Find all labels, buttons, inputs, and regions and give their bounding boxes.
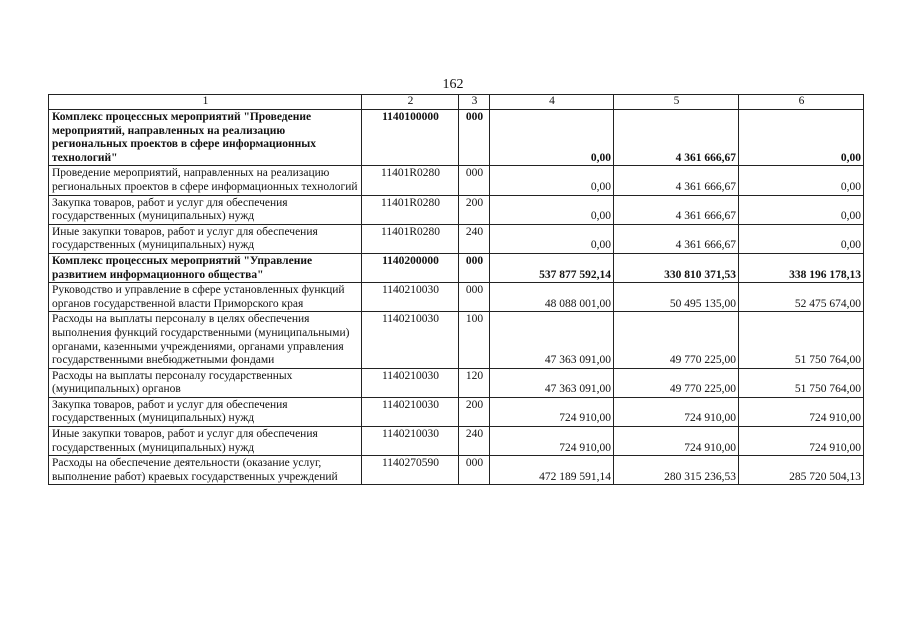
- row-name-cell: Закупка товаров, работ и услуг для обеспечения государственных (муниципальных) нужд: [49, 397, 362, 426]
- row-amount-2-cell: 4 361 666,67: [614, 195, 739, 224]
- budget-table: [48, 94, 864, 485]
- row-code-cell: 1140200000: [362, 253, 459, 282]
- row-amount-3-cell: 0,00: [739, 110, 864, 166]
- table-row: [49, 224, 864, 253]
- column-header-amount-2: 5: [614, 95, 739, 110]
- row-amount-2-cell: 4 361 666,67: [614, 166, 739, 195]
- row-code-cell: 1140210030: [362, 312, 459, 368]
- page-number: 162: [442, 77, 464, 92]
- row-type-cell: 200: [459, 397, 490, 426]
- row-code-cell: 1140210030: [362, 427, 459, 456]
- column-header-amount-3: 6: [739, 95, 864, 110]
- column-header-name: 1: [49, 95, 362, 110]
- table-row: [49, 397, 864, 426]
- row-amount-3-cell: 52 475 674,00: [739, 283, 864, 312]
- row-code-cell: 11401R0280: [362, 224, 459, 253]
- row-type-cell: 240: [459, 427, 490, 456]
- row-type-cell: 000: [459, 110, 490, 166]
- table-header-row: [49, 95, 864, 110]
- row-type-cell: 100: [459, 312, 490, 368]
- row-amount-1-cell: 47 363 091,00: [490, 368, 614, 397]
- row-name-cell: Проведение мероприятий, направленных на реализацию региональных проектов в сфере информационных технологий: [49, 166, 362, 195]
- table-row: [49, 110, 864, 166]
- row-amount-3-cell: 724 910,00: [739, 427, 864, 456]
- row-code-cell: 1140270590: [362, 456, 459, 485]
- row-amount-3-cell: 0,00: [739, 166, 864, 195]
- row-amount-1-cell: 0,00: [490, 166, 614, 195]
- table-row: [49, 368, 864, 397]
- row-type-cell: 240: [459, 224, 490, 253]
- row-amount-3-cell: 51 750 764,00: [739, 368, 864, 397]
- row-amount-3-cell: 724 910,00: [739, 397, 864, 426]
- row-amount-1-cell: 48 088 001,00: [490, 283, 614, 312]
- row-amount-1-cell: 724 910,00: [490, 397, 614, 426]
- row-amount-3-cell: 0,00: [739, 224, 864, 253]
- row-name-cell: Руководство и управление в сфере установленных функций органов государственной власти Приморского края: [49, 283, 362, 312]
- row-name-cell: Иные закупки товаров, работ и услуг для обеспечения государственных (муниципальных) нужд: [49, 224, 362, 253]
- row-code-cell: 1140210030: [362, 283, 459, 312]
- row-amount-3-cell: 338 196 178,13: [739, 253, 864, 282]
- row-amount-2-cell: 330 810 371,53: [614, 253, 739, 282]
- row-amount-1-cell: 724 910,00: [490, 427, 614, 456]
- row-code-cell: 1140100000: [362, 110, 459, 166]
- row-amount-2-cell: 50 495 135,00: [614, 283, 739, 312]
- row-amount-2-cell: 4 361 666,67: [614, 224, 739, 253]
- row-name-cell: Расходы на выплаты персоналу государственных (муниципальных) органов: [49, 368, 362, 397]
- row-amount-1-cell: 0,00: [490, 110, 614, 166]
- table-row: [49, 253, 864, 282]
- row-name-cell: Комплекс процессных мероприятий "Управление развитием информационного общества": [49, 253, 362, 282]
- row-amount-3-cell: 51 750 764,00: [739, 312, 864, 368]
- row-amount-1-cell: 0,00: [490, 224, 614, 253]
- row-amount-1-cell: 0,00: [490, 195, 614, 224]
- column-header-type: 3: [459, 95, 490, 110]
- row-type-cell: 000: [459, 253, 490, 282]
- row-name-cell: Комплекс процессных мероприятий "Проведение мероприятий, направленных на реализацию региональных проектов в сфере информационных технологий": [49, 110, 362, 166]
- row-name-cell: Иные закупки товаров, работ и услуг для обеспечения государственных (муниципальных) нужд: [49, 427, 362, 456]
- column-header-amount-1: 4: [490, 95, 614, 110]
- row-amount-2-cell: 4 361 666,67: [614, 110, 739, 166]
- table-row: [49, 312, 864, 368]
- row-type-cell: 120: [459, 368, 490, 397]
- row-code-cell: 1140210030: [362, 368, 459, 397]
- row-amount-2-cell: 49 770 225,00: [614, 368, 739, 397]
- row-type-cell: 000: [459, 456, 490, 485]
- table-row: [49, 456, 864, 485]
- row-code-cell: 1140210030: [362, 397, 459, 426]
- row-code-cell: 11401R0280: [362, 166, 459, 195]
- row-type-cell: 000: [459, 283, 490, 312]
- row-amount-3-cell: 0,00: [739, 195, 864, 224]
- row-amount-3-cell: 285 720 504,13: [739, 456, 864, 485]
- row-amount-1-cell: 47 363 091,00: [490, 312, 614, 368]
- row-name-cell: Закупка товаров, работ и услуг для обеспечения государственных (муниципальных) нужд: [49, 195, 362, 224]
- row-amount-2-cell: 724 910,00: [614, 397, 739, 426]
- row-name-cell: Расходы на обеспечение деятельности (оказание услуг, выполнение работ) краевых государственных учреждений: [49, 456, 362, 485]
- table-row: [49, 283, 864, 312]
- row-amount-1-cell: 537 877 592,14: [490, 253, 614, 282]
- row-amount-2-cell: 49 770 225,00: [614, 312, 739, 368]
- row-amount-2-cell: 724 910,00: [614, 427, 739, 456]
- row-amount-2-cell: 280 315 236,53: [614, 456, 739, 485]
- table-row: [49, 195, 864, 224]
- row-type-cell: 000: [459, 166, 490, 195]
- table-row: [49, 427, 864, 456]
- row-name-cell: Расходы на выплаты персоналу в целях обеспечения выполнения функций государственными (муниципальными) органами, казенными учреждениями, органами управления государственными внебюджетными фондами: [49, 312, 362, 368]
- row-code-cell: 11401R0280: [362, 195, 459, 224]
- row-amount-1-cell: 472 189 591,14: [490, 456, 614, 485]
- column-header-code: 2: [362, 95, 459, 110]
- row-type-cell: 200: [459, 195, 490, 224]
- table-row: [49, 166, 864, 195]
